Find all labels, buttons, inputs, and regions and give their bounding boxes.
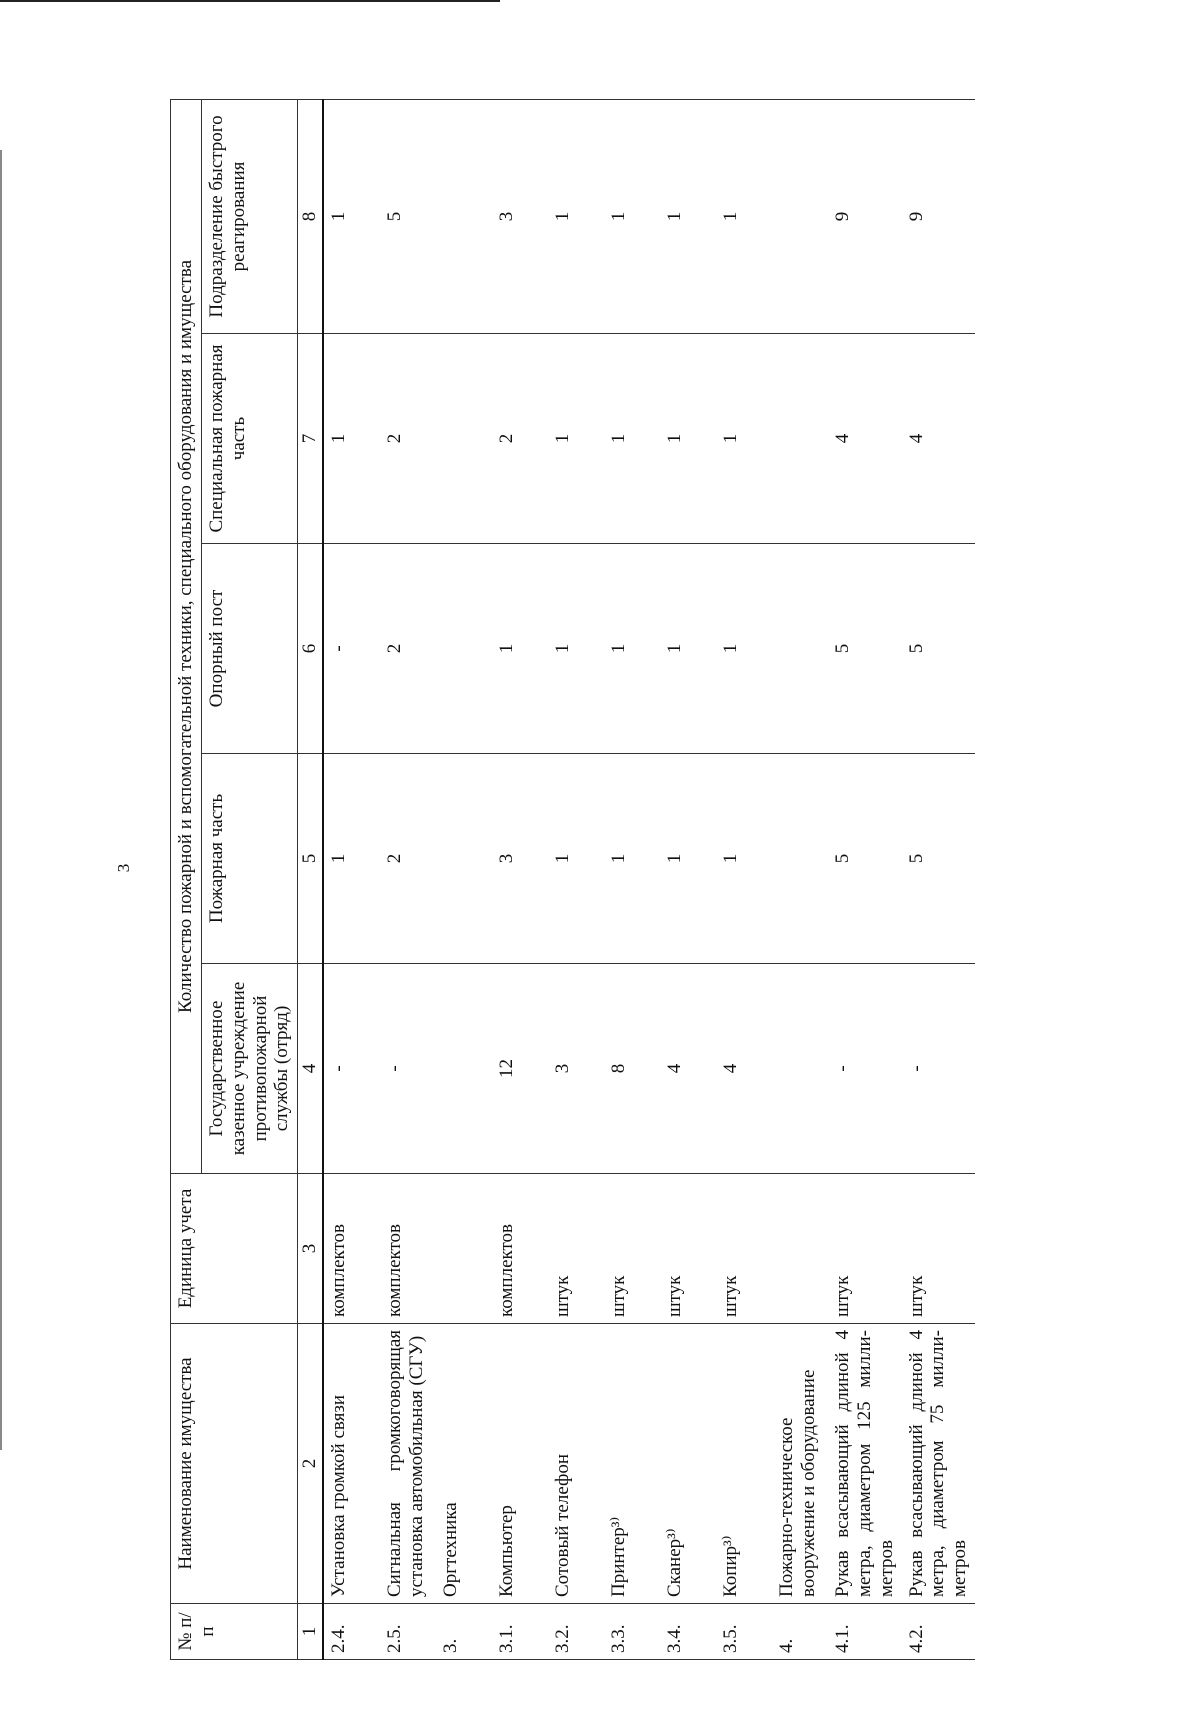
unit-of-measure: штук (604, 1174, 660, 1324)
qty-fire-station: 3 (492, 754, 548, 964)
qty-fire-service-detachment: - (380, 964, 436, 1174)
qty-fire-station: 1 (604, 754, 660, 964)
qty-special-fire-station: 1 (323, 334, 380, 544)
qty-special-fire-station: 1 (548, 334, 604, 544)
rotated-page (170, 100, 1200, 1660)
qty-rapid-response-unit: 1 (604, 99, 660, 333)
qty-support-post: 5 (902, 544, 976, 754)
qty-support-post: - (323, 544, 380, 754)
row-number: 3. (436, 1604, 492, 1660)
table-row (902, 99, 976, 1659)
row-number: 4. (772, 1604, 828, 1660)
qty-special-fire-station (772, 334, 828, 544)
header-no: № п/п (171, 1604, 298, 1660)
row-number: 3.2. (548, 1604, 604, 1660)
item-name: Установка громкой связи (323, 1324, 380, 1604)
qty-rapid-response-unit: 1 (548, 99, 604, 333)
row-number: 4.2. (902, 1604, 976, 1660)
qty-support-post (772, 544, 828, 754)
table-row (660, 99, 716, 1659)
qty-special-fire-station: 2 (380, 334, 436, 544)
unit-of-measure: штук (902, 1174, 976, 1324)
qty-rapid-response-unit: 5 (380, 99, 436, 333)
qty-support-post: 1 (548, 544, 604, 754)
qty-special-fire-station: 2 (492, 334, 548, 544)
row-number: 4.1. (828, 1604, 902, 1660)
qty-rapid-response-unit: 1 (716, 99, 772, 333)
qty-rapid-response-unit: 9 (828, 99, 902, 333)
qty-fire-service-detachment (436, 964, 492, 1174)
table-row (436, 99, 492, 1659)
qty-fire-service-detachment: - (828, 964, 902, 1174)
row-number: 2.4. (323, 1604, 380, 1660)
qty-fire-service-detachment: 8 (604, 964, 660, 1174)
header-unit: Единица учета (171, 1174, 298, 1324)
item-name: Рукав всасывающий длиной 4 метра, диаметром 125 милли-метров (828, 1324, 902, 1604)
qty-support-post: 2 (380, 544, 436, 754)
unit-of-measure: штук (548, 1174, 604, 1324)
qty-support-post: 1 (660, 544, 716, 754)
qty-special-fire-station: 1 (660, 334, 716, 544)
unit-of-measure (772, 1174, 828, 1324)
row-number: 3.1. (492, 1604, 548, 1660)
qty-fire-service-detachment: 3 (548, 964, 604, 1174)
equipment-table (170, 99, 975, 1660)
qty-support-post: 1 (716, 544, 772, 754)
qty-fire-station: 2 (380, 754, 436, 964)
unit-of-measure: штук (660, 1174, 716, 1324)
qty-rapid-response-unit: 9 (902, 99, 976, 333)
table-row (323, 99, 380, 1659)
column-number: 2 (298, 1324, 323, 1604)
unit-of-measure: штук (828, 1174, 902, 1324)
header-col6: Опорный пост (201, 544, 297, 754)
qty-fire-station: 5 (902, 754, 976, 964)
table-row (492, 99, 548, 1659)
qty-fire-station (772, 754, 828, 964)
header-col8: Подразделение быстрого реагирования (201, 99, 297, 333)
row-number: 2.5. (380, 1604, 436, 1660)
qty-rapid-response-unit: 1 (323, 99, 380, 333)
qty-special-fire-station: 4 (828, 334, 902, 544)
qty-fire-station: 1 (548, 754, 604, 964)
table-row (604, 99, 660, 1659)
table-row (548, 99, 604, 1659)
column-number: 8 (298, 99, 323, 333)
scan-edge-line (0, 0, 500, 2)
unit-of-measure: комплектов (380, 1174, 436, 1324)
item-name: Компьютер (492, 1324, 548, 1604)
qty-special-fire-station: 1 (716, 334, 772, 544)
item-name: Оргтехника (436, 1324, 492, 1604)
qty-fire-service-detachment: - (323, 964, 380, 1174)
header-col4: Государственное казенное учреждение противопожарной службы (отряд) (201, 964, 297, 1174)
qty-fire-station: 1 (716, 754, 772, 964)
column-number: 4 (298, 964, 323, 1174)
page-number: 3 (114, 863, 133, 873)
qty-fire-station: 1 (660, 754, 716, 964)
qty-rapid-response-unit: 3 (492, 99, 548, 333)
qty-rapid-response-unit: 1 (660, 99, 716, 333)
qty-fire-service-detachment: 12 (492, 964, 548, 1174)
scan-margin-line (0, 150, 2, 1450)
qty-special-fire-station: 1 (604, 334, 660, 544)
header-name: Наименование имущества (171, 1324, 298, 1604)
qty-rapid-response-unit (436, 99, 492, 333)
column-number: 5 (298, 754, 323, 964)
unit-of-measure: комплектов (323, 1174, 380, 1324)
qty-fire-service-detachment: - (902, 964, 976, 1174)
column-number-row (298, 99, 323, 1659)
qty-fire-service-detachment (772, 964, 828, 1174)
table-row (828, 99, 902, 1659)
item-name: Сканер³⁾ (660, 1324, 716, 1604)
item-name: Рукав всасывающий длиной 4 метра, диаметром 75 милли-метров (902, 1324, 976, 1604)
row-number: 3.3. (604, 1604, 660, 1660)
qty-special-fire-station: 4 (902, 334, 976, 544)
row-number: 3.4. (660, 1604, 716, 1660)
item-name: Копир³⁾ (716, 1324, 772, 1604)
table-header (171, 99, 324, 1659)
qty-support-post (436, 544, 492, 754)
table-body (323, 99, 975, 1659)
unit-of-measure: штук (716, 1174, 772, 1324)
item-name: Сигнальная громкоговорящая установка автомобильная (СГУ) (380, 1324, 436, 1604)
qty-support-post: 1 (492, 544, 548, 754)
qty-fire-station (436, 754, 492, 964)
qty-support-post: 1 (604, 544, 660, 754)
item-name: Пожарно-техническое вооружение и оборудование (772, 1324, 828, 1604)
unit-of-measure: комплектов (492, 1174, 548, 1324)
qty-rapid-response-unit (772, 99, 828, 333)
column-number: 3 (298, 1174, 323, 1324)
qty-support-post: 5 (828, 544, 902, 754)
qty-special-fire-station (436, 334, 492, 544)
table-row (380, 99, 436, 1659)
qty-fire-station: 5 (828, 754, 902, 964)
item-name: Принтер³⁾ (604, 1324, 660, 1604)
header-col7: Специальная пожарная часть (201, 334, 297, 544)
unit-of-measure (436, 1174, 492, 1324)
table-row (716, 99, 772, 1659)
column-number: 1 (298, 1604, 323, 1660)
column-number: 7 (298, 334, 323, 544)
header-quantity-group: Количество пожарной и вспомогательной техники, специального оборудования и имущества (171, 99, 202, 1173)
qty-fire-station: 1 (323, 754, 380, 964)
header-col5: Пожарная часть (201, 754, 297, 964)
item-name: Сотовый телефон (548, 1324, 604, 1604)
qty-fire-service-detachment: 4 (716, 964, 772, 1174)
qty-fire-service-detachment: 4 (660, 964, 716, 1174)
row-number: 3.5. (716, 1604, 772, 1660)
column-number: 6 (298, 544, 323, 754)
table-row (772, 99, 828, 1659)
